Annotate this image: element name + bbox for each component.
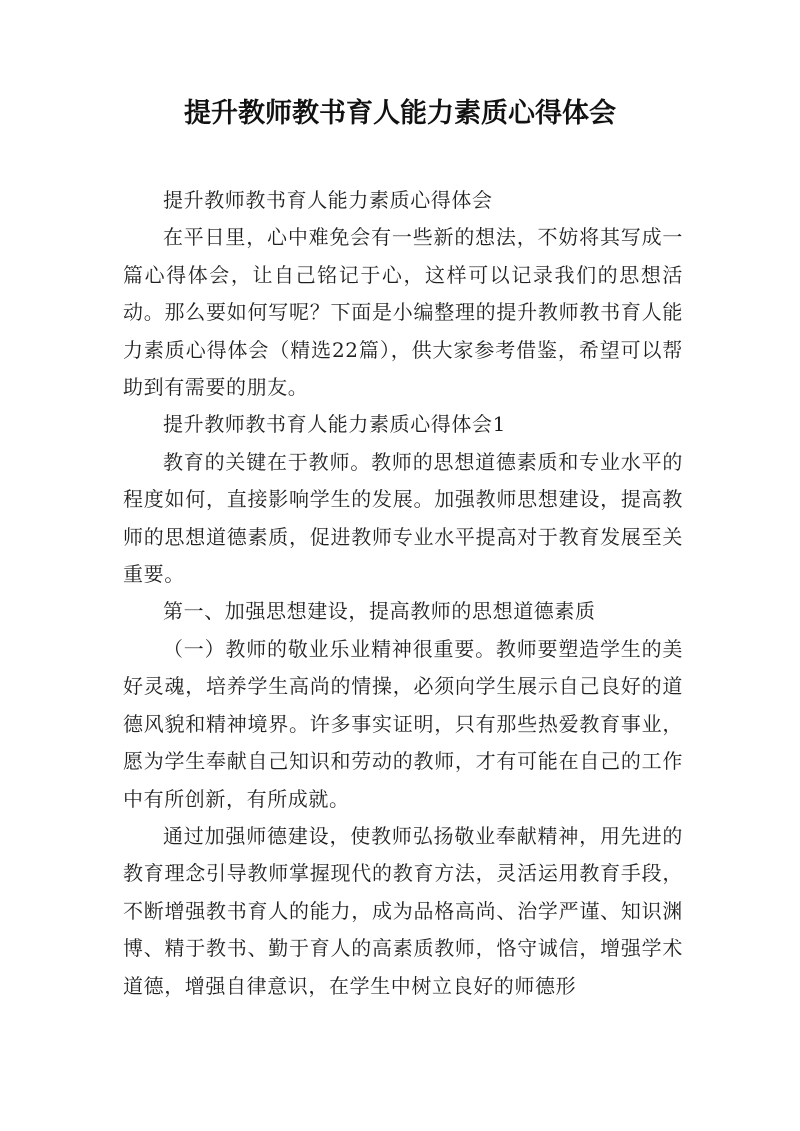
body-paragraph: （一）教师的敬业乐业精神很重要。教师要塑造学生的美好灵魂，培养学生高尚的情操，必须向学生展示自己良好的道德风貌和精神境界。许多事实证明，只有那些热爱教育事业，愿为学生奉献自己知识和劳动的教师，才有可能在自己的工作中有所创新，有所成就。 — [123, 636, 683, 811]
body-paragraph: 教育的关键在于教师。教师的思想道德素质和专业水平的程度如何，直接影响学生的发展。加强教师思想建设，提高教师的思想道德素质，促进教师专业水平提高对于教育发展至关重要。 — [123, 449, 683, 587]
document-body — [123, 182, 683, 1005]
body-paragraph: 通过加强师德建设，使教师弘扬敬业奉献精神，用先进的教育理念引导教师掌握现代的教育方法，灵活运用教育手段，不断增强教书育人的能力，成为品格高尚、治学严谨、知识渊博、精于教书、勤于育人的高素质教师，恪守诚信，增强学术道德，增强自律意识，在学生中树立良好的师德形 — [123, 823, 683, 998]
point-heading-1: 第一、加强思想建设，提高教师的思想道德素质 — [163, 599, 596, 624]
section-heading-1: 提升教师教书育人能力素质心得体会1 — [163, 412, 506, 437]
document-title: 提升教师教书育人能力素质心得体会 — [184, 98, 616, 129]
subtitle-paragraph: 提升教师教书育人能力素质心得体会 — [163, 188, 493, 212]
intro-paragraph: 在平日里，心中难免会有一些新的想法，不妨将其写成一篇心得体会，让自己铭记于心，这样可以记录我们的思想活动。那么要如何写呢？下面是小编整理的提升教师教书育人能力素质心得体会（精选22篇），供大家参考借鉴，希望可以帮助到有需要的朋友。 — [123, 225, 683, 400]
